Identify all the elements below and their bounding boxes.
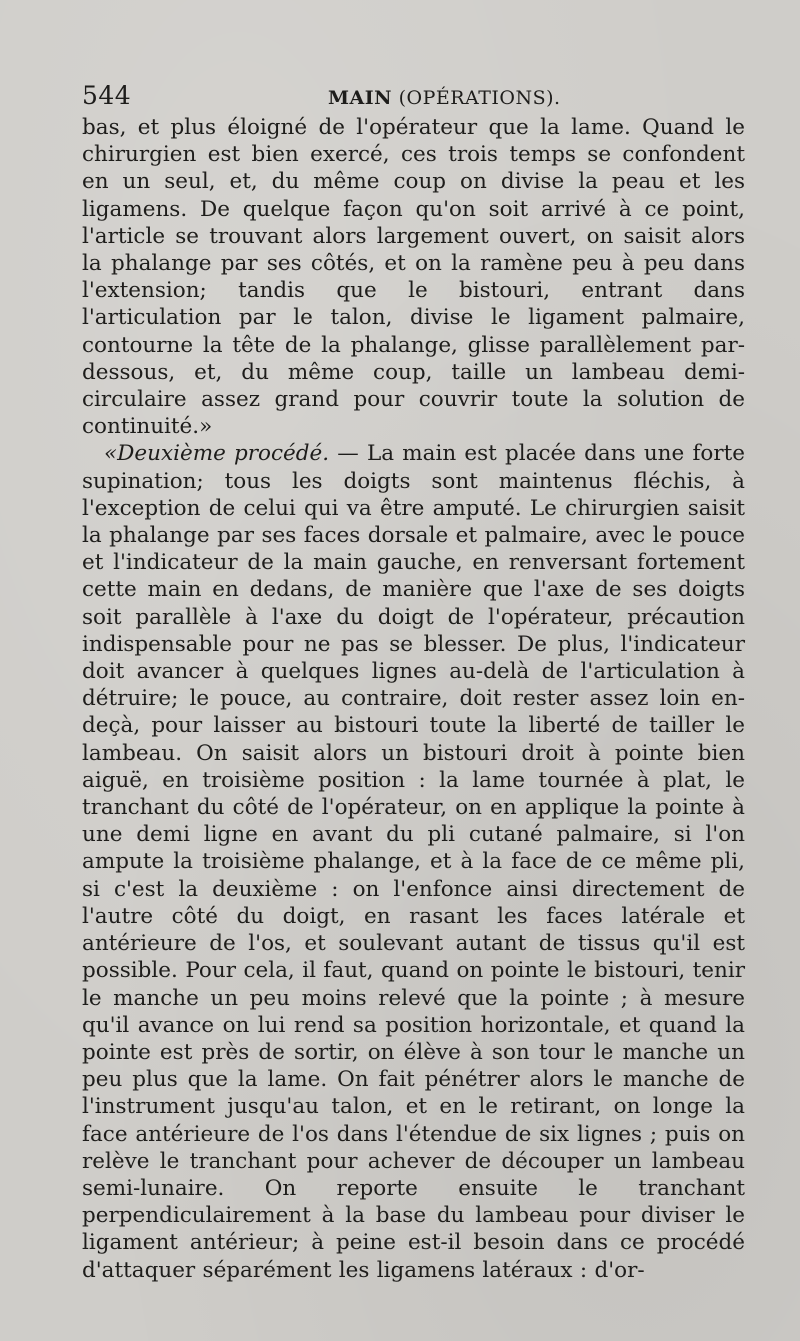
running-head-main: MAIN	[328, 87, 393, 109]
body-text	[82, 114, 745, 1284]
paragraph-continuation: bas, et plus éloigné de l'opérateur que la lame. Quand le chirurgien est bien exercé, ces trois temps se confondent en un seul, et, du même coup on divise la peau et les ligamens. De quelque façon qu'on soit arrivé à ce point, l'article se trouvant alors largement ouvert, on saisit alors la phalange par ses côtés, et on la ramène peu à peu dans l'extension; tandis que le bistouri, entrant dans l'articulation par le talon, divise le ligament palmaire, contourne la tête de la phalange, glisse parallèlement par-dessous, et, du même coup, taille un lambeau demi-circulaire assez grand pour couvrir toute la solution de continuité.»	[82, 115, 745, 440]
paragraph-body: — La main est placée dans une forte supination; tous les doigts sont maintenus fléchis, à l'exception de celui qui va être amputé. Le chirurgien saisit la phalange par ses faces dorsale et palmaire, avec le pouce et l'indicateur de la main gauche, en renversant fortement cette main en dedans, de manière que l'axe de ses doigts soit parallèle à l'axe du doigt de l'opérateur, précaution indispensable pour ne pas se blesser. De plus, l'indicateur doit avancer à quelques lignes au-delà de l'articulation à détruire; le pouce, au contraire, doit rester assez loin en-deçà, pour laisser au bistouri toute la liberté de tailler le lambeau. On saisit alors un bistouri droit à pointe bien aiguë, en troisième position : la lame tournée à plat, le tranchant du côté de l'opérateur, on en applique la pointe à une demi ligne en avant du pli cutané palmaire, si l'on ampute la troisième phalange, et à la face de ce même pli, si c'est la deuxième : on l'enfonce ainsi directement de l'autre côté du doigt, en rasant les faces latérale et antérieure de l'os, et soulevant autant de tissus qu'il est possible. Pour cela, il faut, quand on pointe le bistouri, tenir le manche un peu moins relevé que la pointe ; à mesure qu'il avance on lui rend sa position horizontale, et quand la pointe est près de sortir, on élève à son tour le manche un peu plus que la lame. On fait pénétrer alors le manche de l'instrument jusqu'au talon, et en le retirant, on longe la face antérieure de l'os dans l'étendue de six lignes ; puis on relève le tranchant pour achever de découper un lambeau semi-lunaire. On reporte ensuite le tranchant perpendiculairement à la base du lambeau pour diviser le ligament antérieur; à peine est-il besoin dans ce procédé d'attaquer séparément les ligamens latéraux : d'or-	[82, 441, 745, 1283]
page-header	[82, 80, 742, 116]
paragraph-deuxieme-procede	[82, 440, 745, 1283]
running-head	[328, 84, 561, 112]
running-head-subtitle: (OPÉRATIONS).	[398, 87, 561, 109]
procedure-heading: «Deuxième procédé.	[104, 441, 330, 467]
page-number: 544	[82, 81, 132, 110]
